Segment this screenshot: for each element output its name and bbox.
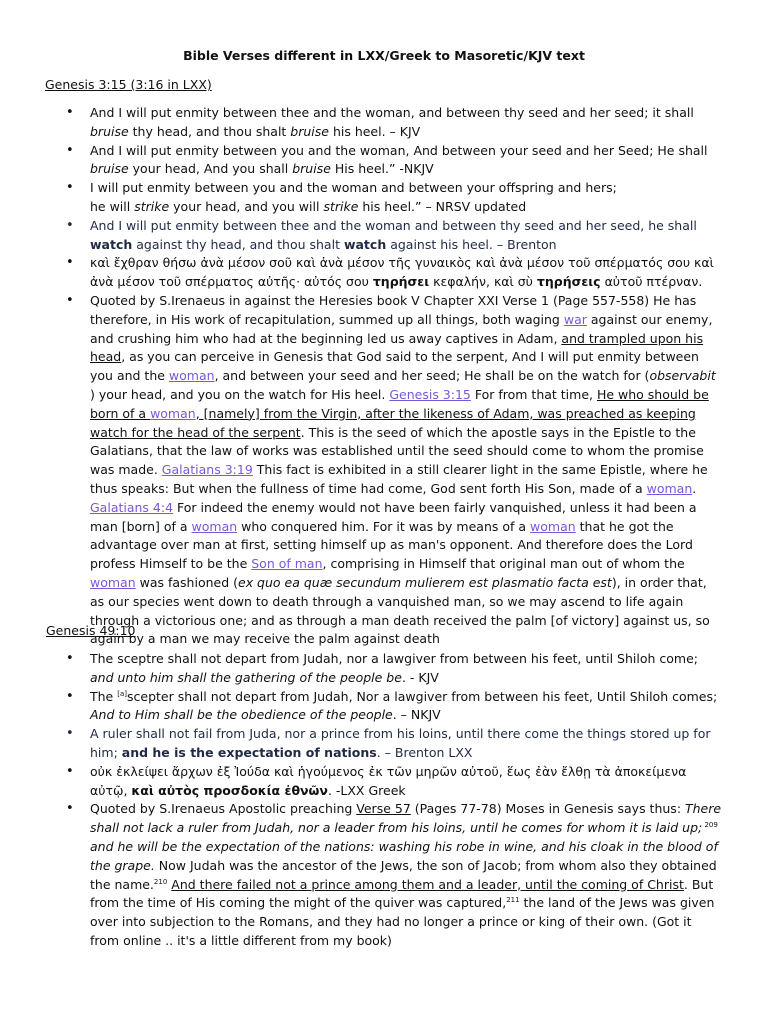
- list-item-kjv: • The sceptre shall not depart from Judah, nor a lawgiver from between his feet, until Shiloh come; and unto him shall the gathering of the people be. - KJV: [0, 650, 768, 688]
- list-item-lxx-greek: • καὶ ἔχθραν θήσω ἀνὰ μέσον σοῦ καὶ ἀνὰ μέσον τῆς γυναικὸς καὶ ἀνὰ μέσον τοῦ σπέρματός σου καὶ ἀνὰ μέσον τοῦ σπέρματος αὐτῆς· αὐτός σου τηρήσει κεφαλήν, καὶ σὺ τηρήσεις αὐτοῦ πτέρναν.: [0, 254, 768, 292]
- list-item-nrsv: • I will put enmity between you and the woman and between your offspring and hers; he will strike your head, and you will strike his heel.” – NRSV updated: [0, 179, 768, 217]
- list-item-kjv: • And I will put enmity between thee and the woman, and between thy seed and her seed; it shall bruise thy head, and thou shalt bruise his heel. – KJV: [0, 104, 768, 142]
- link-woman[interactable]: woman: [646, 480, 693, 496]
- link-verse-57[interactable]: Verse 57: [356, 801, 411, 817]
- genesis-3-15-list: [0, 104, 768, 649]
- list-item-nkjv: • The [a]scepter shall not depart from Judah, Nor a lawgiver from between his feet, Until Shiloh comes; And to Him shall be the obedience of the people. – NKJV: [0, 688, 768, 726]
- link-woman[interactable]: woman: [150, 405, 196, 421]
- section-heading-genesis-3-15: Genesis 3:15 (3:16 in LXX): [45, 77, 212, 92]
- link-woman[interactable]: woman: [530, 518, 576, 534]
- genesis-49-10-list: [0, 650, 768, 951]
- list-item-irenaeus-quote: • Quoted by S.Irenaeus Apostolic preaching Verse 57 (Pages 77-78) Moses in Genesis says thus: There shall not lack a ruler from Judah, nor a leader from his loins, until he comes for whom it is laid up; $^{209}$ and he will be the expectation of the nations: washing his robe in wine, and his cloak in the blood of the grape. Now Judah was the ancestor of the Jews, the son of Jacob; from whom also they obtained the name.$^{210}$ And there failed not a prince among them and a leader, until the coming of Christ. But from the time of His coming the might of the quiver was captured,$^{211}$ the land of the Jews was given over into subjection to the Romans, and they had no longer a prince or king of their own. (Got it from online .. it's a little different from my book): [0, 800, 768, 950]
- list-item-nkjv: • And I will put enmity between you and the woman, And between your seed and her Seed; He shall bruise your head, And you shall bruise His heel.” -NKJV: [0, 142, 768, 180]
- list-item-irenaeus-quote: • Quoted by S.Irenaeus in against the Heresies book V Chapter XXI Verse 1 (Page 557-558) He has therefore, in His work of recapitulation, summed up all things, both waging war against our enemy, and crushing him who had at the beginning led us away captives in Adam, and trampled upon his head, as you can perceive in Genesis that God said to the serpent, And I will put enmity between you and the woman, and between your seed and her seed; He shall be on the watch for (observabit ) your head, and you on the watch for His heel. Genesis 3:15 For from that time, He who should be born of a woman, [namely] from the Virgin, after the likeness of Adam, was preached as keeping watch for the head of the serpent. This is the seed of which the apostle says in the Epistle to the Galatians, that the law of works was established until the seed should come to whom the promise was made. Galatians 3:19 This fact is exhibited in a still clearer light in the same Epistle, where he thus speaks: But when the fullness of time had come, God sent forth His Son, made of a woman. Galatians 4:4 For indeed the enemy would not have been fairly vanquished, unless it had been a man [born] of a woman who conquered him. For it was by means of a woman that he got the advantage over man at first, setting himself up as man's opponent. And therefore does the Lord profess Himself to be the Son of man, comprising in Himself that original man out of whom the woman was fashioned (ex quo ea quæ secundum mulierem est plasmatio facta est), in order that, as our species went down to death through a vanquished man, so we may ascend to life again through a victorious one; and as through a man death received the palm [of victory] against us, so again by a man we may receive the palm against death: [0, 292, 768, 649]
- link-war[interactable]: war: [563, 311, 587, 327]
- section-heading-genesis-49-10: Genesis 49:10: [46, 623, 136, 638]
- link-genesis-3-15[interactable]: Genesis 3:15: [389, 386, 471, 402]
- footnote-210: 210: [153, 877, 168, 886]
- list-item-brenton-lxx: • A ruler shall not fail from Juda, nor a prince from his loins, until there come the things stored up for him; and he is the expectation of nations. – Brenton LXX: [0, 725, 768, 763]
- link-son-of-man[interactable]: Son of man: [251, 556, 323, 572]
- list-item-lxx-greek: • οὐκ ἐκλείψει ἄρχων ἐξ Ἰούδα καὶ ἡγούμενος ἐκ τῶν μηρῶν αὐτοῦ, ἕως ἐὰν ἔλθῃ τὰ ἀποκείμενα αὐτῷ, καὶ αὐτὸς προσδοκία ἐθνῶν. -LXX Greek: [0, 763, 768, 801]
- footnote-211: 211: [506, 896, 520, 905]
- document-title: Bible Verses different in LXX/Greek to Masoretic/KJV text: [183, 48, 585, 63]
- list-item-brenton: • And I will put enmity between thee and the woman and between thy seed and her seed, he shall watch against thy head, and thou shalt watch against his heel. – Brenton: [0, 217, 768, 255]
- link-woman[interactable]: woman: [90, 574, 136, 590]
- link-galatians-3-19[interactable]: Galatians 3:19: [161, 462, 253, 478]
- footnote-209: 209: [702, 821, 718, 830]
- footnote-ref[interactable]: [a]: [117, 689, 127, 698]
- link-galatians-4-4[interactable]: Galatians 4:4: [90, 499, 174, 515]
- link-woman[interactable]: woman: [168, 368, 215, 384]
- link-woman[interactable]: woman: [191, 518, 238, 534]
